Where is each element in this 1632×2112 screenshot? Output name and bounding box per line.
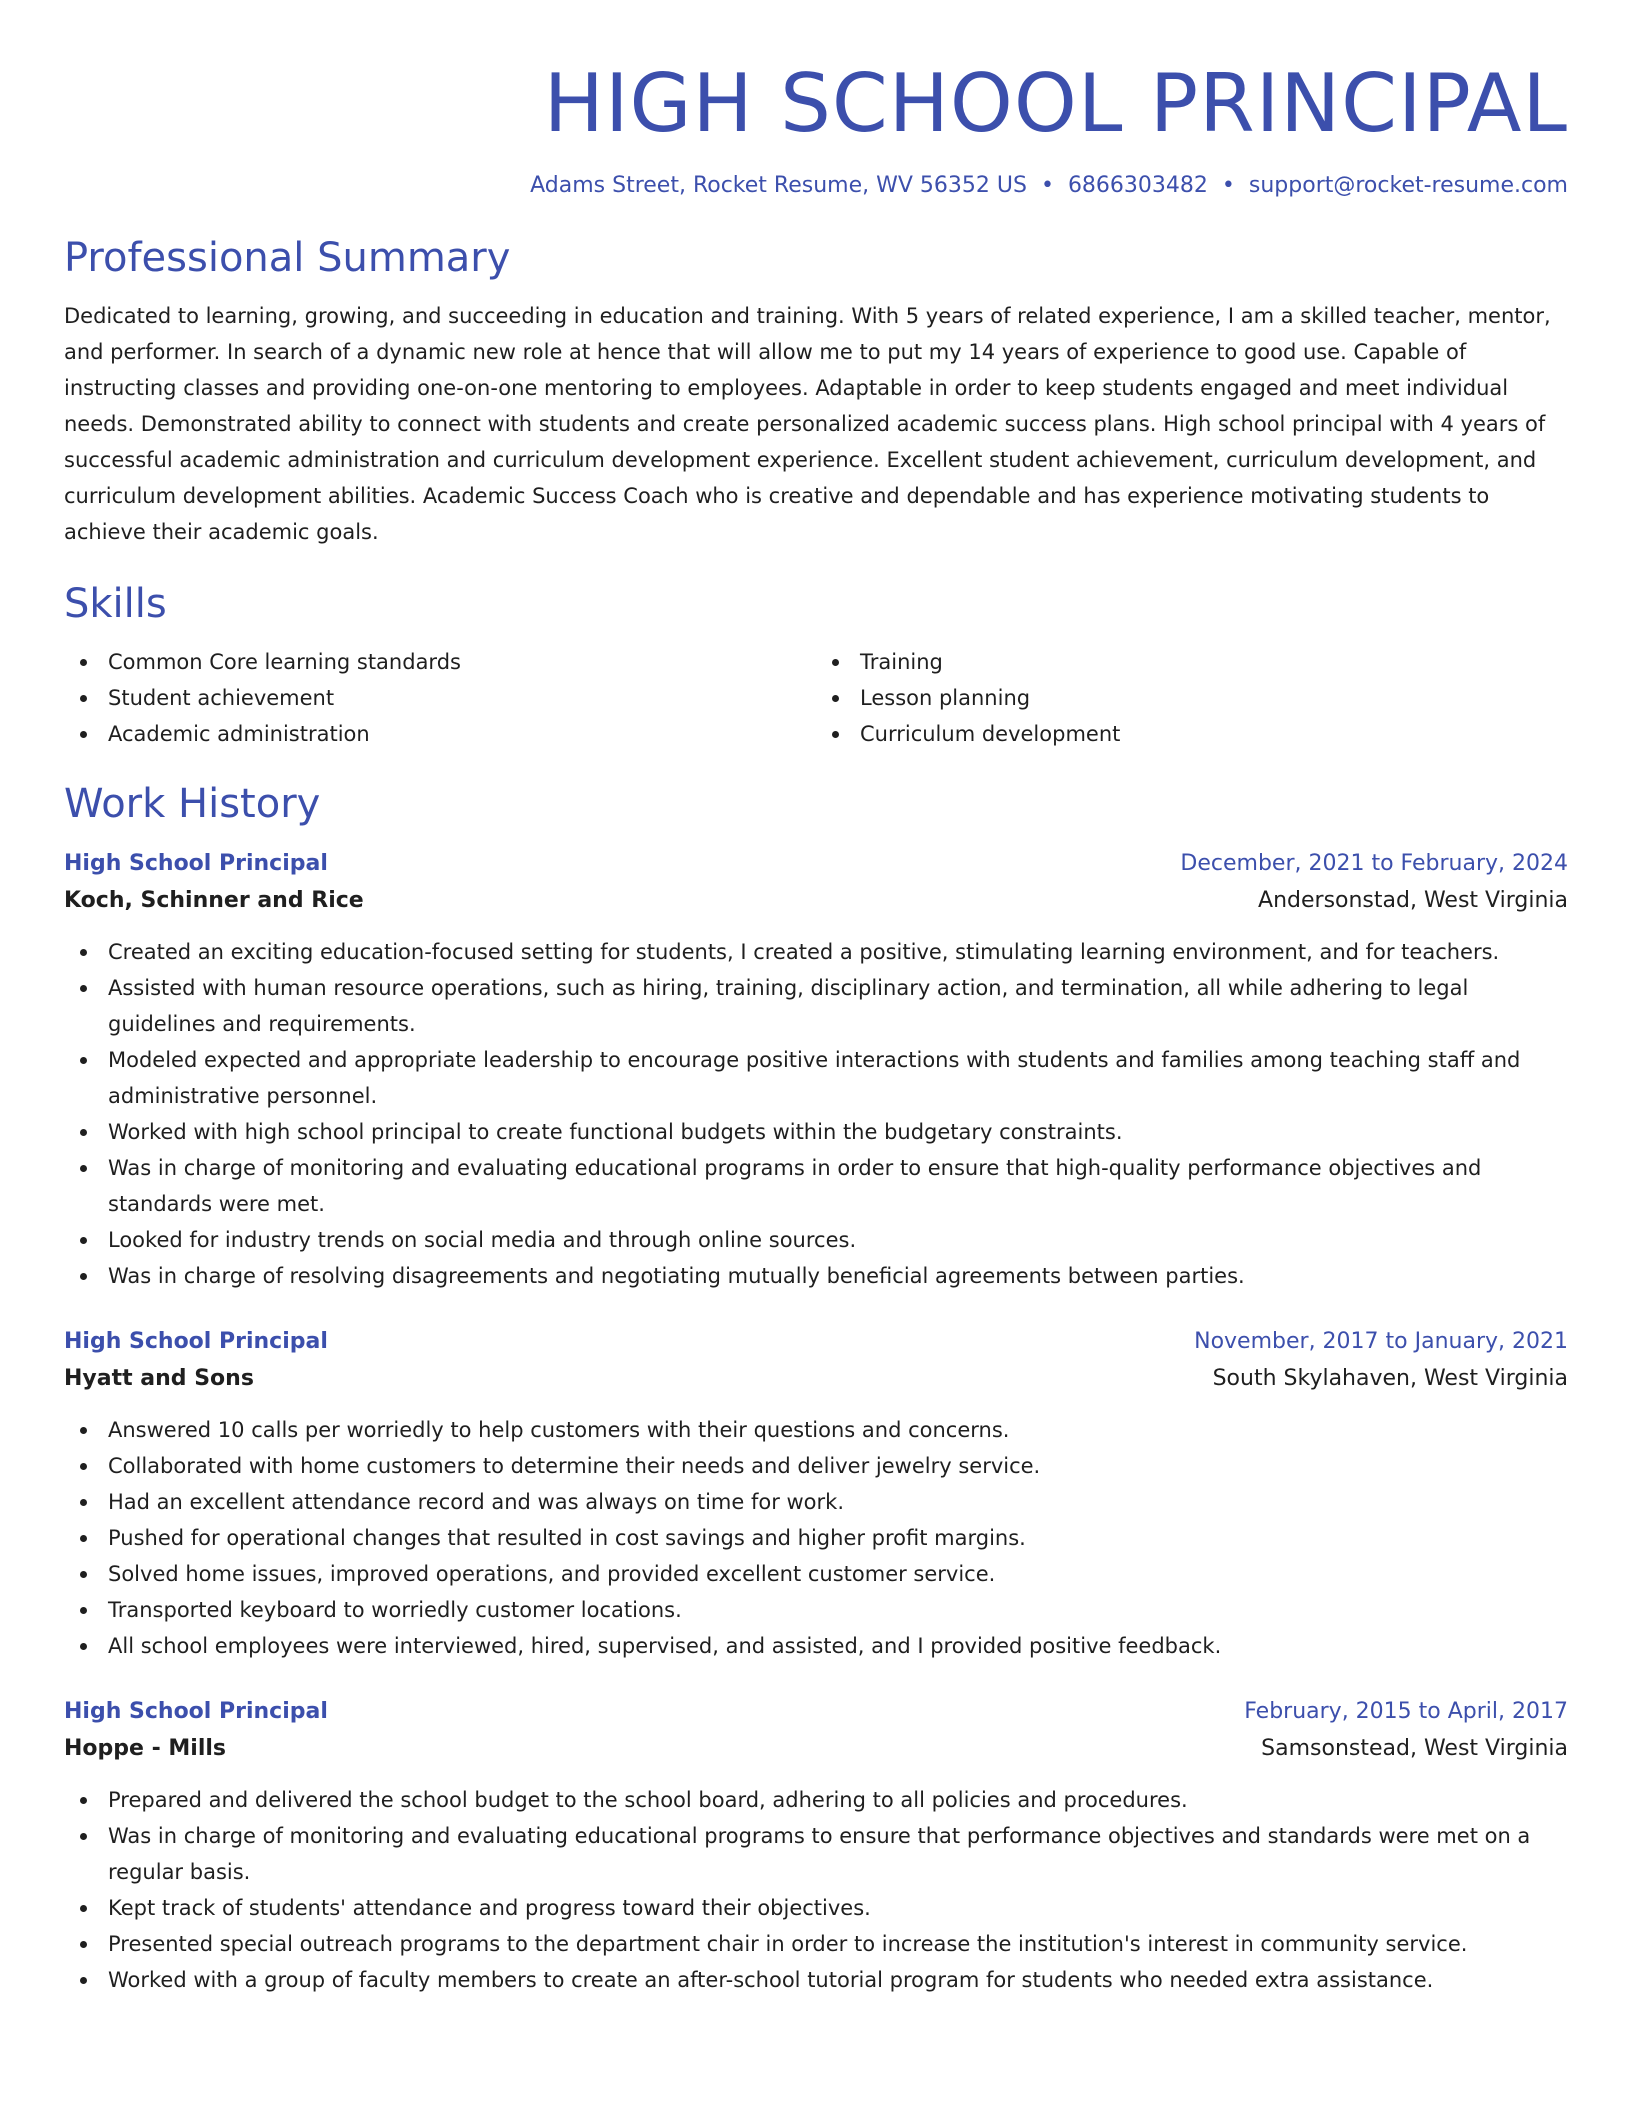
- job-title: High School Principal: [64, 1699, 328, 1724]
- duty-item: Worked with a group of faculty members to create an after-school tutorial program for students who needed extra assistance.: [64, 1962, 1568, 1998]
- duty-item: Looked for industry trends on social media and through online sources.: [64, 1222, 1568, 1258]
- skills-list: [64, 644, 1568, 752]
- skills-heading: Skills: [64, 581, 167, 627]
- job-company-row: [64, 1730, 1568, 1768]
- job-title: High School Principal: [64, 1329, 328, 1354]
- job-duties: [64, 1782, 1568, 1998]
- duty-item: Pushed for operational changes that resulted in cost savings and higher profit margins.: [64, 1520, 1568, 1556]
- skill-item: Curriculum development: [816, 716, 1568, 752]
- job-entry: [64, 1324, 1568, 1664]
- skill-item: Training: [816, 644, 1568, 680]
- job-header-row: [64, 1694, 1568, 1730]
- skills-column-left: [64, 644, 816, 752]
- job-company-row: [64, 882, 1568, 920]
- job-dates: December, 2021 to February, 2024: [1180, 851, 1568, 876]
- summary-text: Dedicated to learning, growing, and succeeding in education and training. With 5 years of related experience, I am a skilled teacher, mentor, and performer. In search of a dynamic new role at hence that will allow me to put my 14 years of experience to good use. Capable of instructing classes and providing one-on-one mentoring to employees. Adaptable in order to keep students engaged and meet individual needs. Demonstrated ability to connect with students and create personalized academic success plans. High school principal with 4 years of successful academic administration and curriculum development experience. Excellent student achievement, curriculum development, and curriculum development abilities. Academic Success Coach who is creative and dependable and has experience motivating students to achieve their academic goals.: [64, 304, 1551, 544]
- duty-item: Transported keyboard to worriedly customer locations.: [64, 1592, 1568, 1628]
- job-location: Andersonstad, West Virginia: [1258, 888, 1568, 913]
- job-header-row: [64, 1324, 1568, 1360]
- contact-line: [64, 170, 1568, 202]
- duty-item: Modeled expected and appropriate leadership to encourage positive interactions with students and families among teaching staff and administrative personnel.: [64, 1042, 1568, 1114]
- duty-item: Presented special outreach programs to the department chair in order to increase the institution's interest in community service.: [64, 1926, 1568, 1962]
- duty-item: Was in charge of monitoring and evaluating educational programs in order to ensure that high-quality performance objectives and standards were met.: [64, 1150, 1568, 1222]
- skill-item: Student achievement: [64, 680, 816, 716]
- phone-number: 6866303482: [1067, 173, 1208, 198]
- job-entry: [64, 1694, 1568, 1998]
- skill-item: Lesson planning: [816, 680, 1568, 716]
- work-history-heading: Work History: [64, 781, 321, 827]
- duty-item: Created an exciting education-focused setting for students, I created a positive, stimulating learning environment, and for teachers.: [64, 934, 1568, 970]
- email-address[interactable]: support@rocket-resume.com: [1248, 173, 1568, 198]
- separator-dot: •: [1040, 173, 1054, 198]
- job-company: Hoppe - Mills: [64, 1736, 227, 1761]
- job-company-row: [64, 1360, 1568, 1398]
- duty-item: Assisted with human resource operations, such as hiring, training, disciplinary action, and termination, all while adhering to legal guidelines and requirements.: [64, 970, 1568, 1042]
- duty-item: Answered 10 calls per worriedly to help customers with their questions and concerns.: [64, 1412, 1568, 1448]
- job-duties: [64, 1412, 1568, 1664]
- address: Adams Street, Rocket Resume, WV 56352 US: [530, 173, 1027, 198]
- job-dates: February, 2015 to April, 2017: [1244, 1699, 1568, 1724]
- duty-item: Prepared and delivered the school budget to the school board, adhering to all policies and procedures.: [64, 1782, 1568, 1818]
- skills-column-right: [816, 644, 1568, 752]
- job-location: Samsonstead, West Virginia: [1261, 1736, 1568, 1761]
- job-company: Koch, Schinner and Rice: [64, 888, 364, 913]
- job-entry: [64, 846, 1568, 1294]
- duty-item: Was in charge of resolving disagreements and negotiating mutually beneficial agreements between parties.: [64, 1258, 1568, 1294]
- skill-item: Academic administration: [64, 716, 816, 752]
- skill-item: Common Core learning standards: [64, 644, 816, 680]
- job-dates: November, 2017 to January, 2021: [1194, 1329, 1568, 1354]
- separator-dot: •: [1221, 173, 1235, 198]
- duty-item: Had an excellent attendance record and was always on time for work.: [64, 1484, 1568, 1520]
- duty-item: Was in charge of monitoring and evaluating educational programs to ensure that performance objectives and standards were met on a regular basis.: [64, 1818, 1568, 1890]
- duty-item: Worked with high school principal to create functional budgets within the budgetary constraints.: [64, 1114, 1568, 1150]
- job-title: High School Principal: [64, 851, 328, 876]
- job-duties: [64, 934, 1568, 1294]
- duty-item: Solved home issues, improved operations, and provided excellent customer service.: [64, 1556, 1568, 1592]
- resume-header: [64, 56, 1568, 202]
- summary-heading: Professional Summary: [64, 235, 511, 281]
- job-header-row: [64, 846, 1568, 882]
- duty-item: All school employees were interviewed, hired, supervised, and assisted, and I provided positive feedback.: [64, 1628, 1568, 1664]
- job-company: Hyatt and Sons: [64, 1366, 254, 1391]
- duty-item: Collaborated with home customers to determine their needs and deliver jewelry service.: [64, 1448, 1568, 1484]
- job-location: South Skylahaven, West Virginia: [1212, 1366, 1568, 1391]
- candidate-title: HIGH SCHOOL PRINCIPAL: [543, 57, 1568, 150]
- duty-item: Kept track of students' attendance and progress toward their objectives.: [64, 1890, 1568, 1926]
